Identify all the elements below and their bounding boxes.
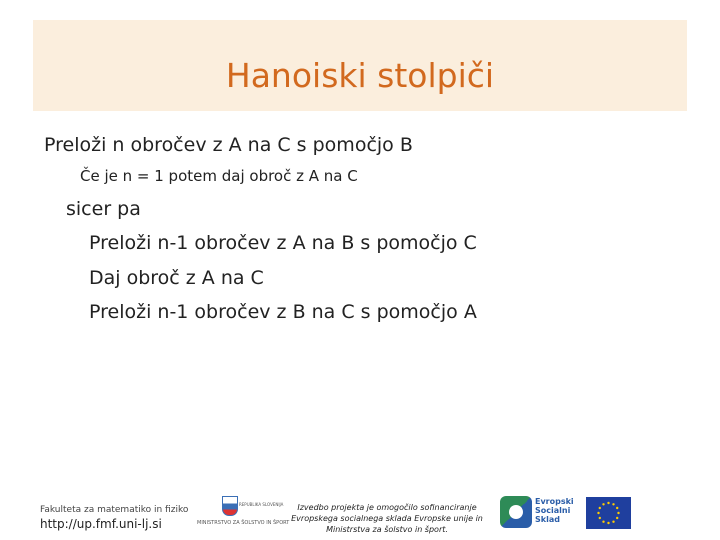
- esf-label: [535, 497, 574, 524]
- ministry-logo: [197, 494, 290, 532]
- esf-logo-icon: [500, 496, 532, 528]
- funding-note-line-3: Ministrstva za šolstvo in šport.: [326, 525, 448, 534]
- faculty-name: Fakulteta za matematiko in fiziko: [40, 505, 189, 515]
- funding-note: [282, 502, 492, 535]
- funding-note-line-2: Evropskega socialnega sklada Evropske unije in: [291, 514, 483, 523]
- bullet-line-3: sicer pa: [66, 198, 141, 220]
- slovenian-coat-of-arms-icon: [222, 496, 238, 516]
- eu-flag-icon: [586, 497, 631, 529]
- ministry-name: MINISTRSTVO ZA ŠOLSTVO IN ŠPORT: [197, 520, 290, 526]
- bullet-line-4: Preloži n-1 obročev z A na B s pomočjo C: [89, 232, 477, 254]
- bullet-line-6: Preloži n-1 obročev z B na C s pomočjo A: [89, 301, 477, 323]
- eu-stars: [586, 497, 631, 529]
- esf-logo: [500, 496, 572, 532]
- faculty-url[interactable]: http://up.fmf.uni-lj.si: [40, 517, 162, 531]
- slide-title: Hanoiski stolpiči: [225, 56, 495, 95]
- esf-label-line-3: Sklad: [535, 515, 560, 524]
- esf-label-line-2: Socialni: [535, 506, 571, 515]
- ministry-top-label: REPUBLIKA SLOVENIJA: [239, 502, 284, 507]
- bullet-line-5: Daj obroč z A na C: [89, 267, 264, 289]
- esf-label-line-1: Evropski: [535, 497, 574, 506]
- faculty-info: [40, 505, 188, 531]
- bullet-line-2: Če je n = 1 potem daj obroč z A na C: [80, 167, 358, 185]
- bullet-line-1: Preloži n obročev z A na C s pomočjo B: [44, 134, 413, 156]
- funding-note-line-1: Izvedbo projekta je omogočilo sofinanciranje: [297, 503, 477, 512]
